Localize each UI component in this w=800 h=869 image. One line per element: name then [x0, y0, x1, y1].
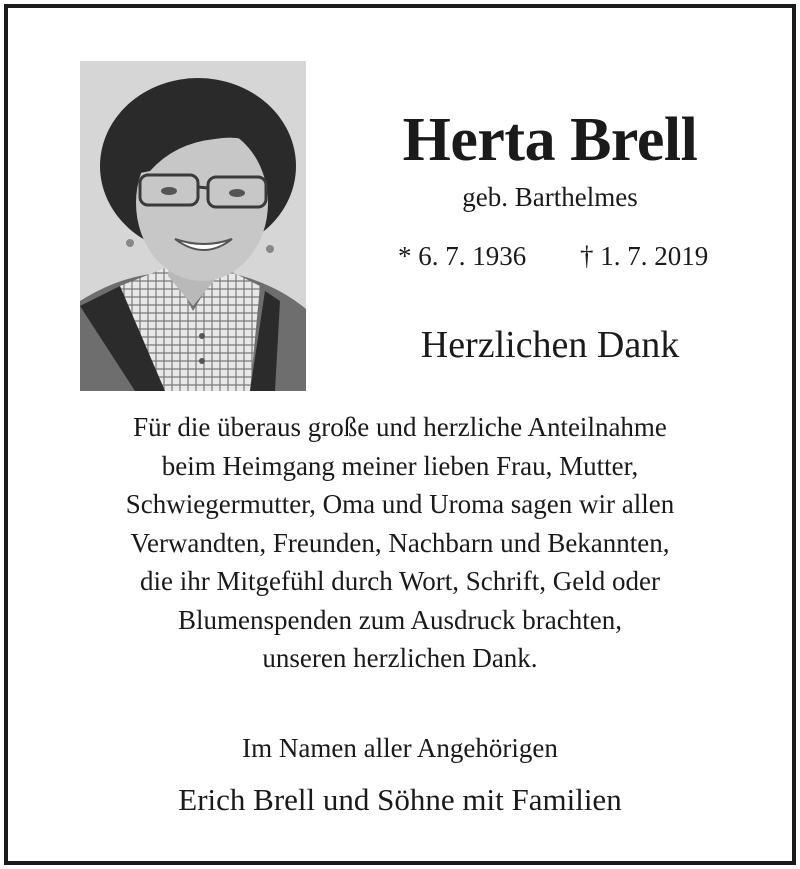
deceased-name: Herta Brell [402, 106, 698, 174]
birth-date: * 6. 7. 1936 [398, 241, 527, 271]
message-line: die ihr Mitgefühl durch Wort, Schrift, Geld oder [140, 566, 660, 596]
thanks-heading: Herzlichen Dank [420, 324, 680, 366]
death-date: † 1. 7. 2019 [580, 241, 709, 271]
on-behalf-line: Im Namen aller Angehörigen [242, 733, 558, 763]
message-line: beim Heimgang meiner lieben Frau, Mutter, [161, 450, 639, 481]
signatories: Erich Brell und Söhne mit Familien [178, 782, 622, 817]
message-line: unseren herzlichen Dank. [262, 643, 538, 673]
maiden-name: geb. Barthelmes [462, 182, 638, 212]
thanks-message [40, 408, 760, 678]
message-line: Blumenspenden zum Ausdruck brachten, [178, 604, 622, 635]
message-line: Verwandten, Freunden, Nachbarn und Bekannten, [130, 527, 670, 558]
message-line: Für die überaus große und herzliche Anteilnahme [133, 412, 667, 442]
message-line: Schwiegermutter, Oma und Uroma sagen wir allen [125, 489, 675, 519]
portrait-photo [80, 61, 306, 391]
